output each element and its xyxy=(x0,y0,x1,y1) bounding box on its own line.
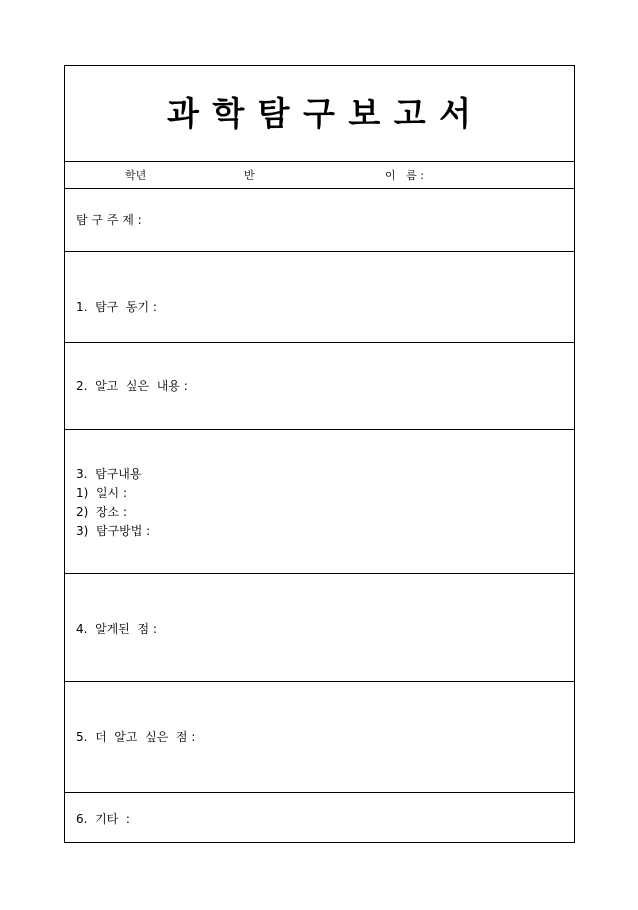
content-heading: 3. 탐구내용 xyxy=(76,467,142,481)
etc-label: 6. 기타 : xyxy=(76,812,130,826)
content-item-place: 2) 장소 : xyxy=(76,505,127,519)
class-label: 반 xyxy=(244,169,255,182)
learned-section[interactable] xyxy=(65,574,574,682)
content-item-date: 1) 일시 : xyxy=(76,486,127,500)
content-item-method: 3) 탐구방법 : xyxy=(76,524,151,538)
more-label: 5. 더 알고 싶은 점 : xyxy=(76,730,196,744)
content-lines xyxy=(76,465,150,541)
report-title: 과 학 탐 구 보 고 서 xyxy=(166,94,473,133)
name-label: 이 름 : xyxy=(385,169,424,182)
topic-label: 탐 구 주 제 : xyxy=(76,213,142,227)
learned-label: 4. 알게된 점 : xyxy=(76,622,157,636)
motive-label: 1. 탐구 동기 : xyxy=(76,300,157,314)
title-section xyxy=(65,66,574,162)
grade-label: 학년 xyxy=(125,169,147,182)
content-section[interactable] xyxy=(65,430,574,574)
wonder-label: 2. 알고 싶은 내용 : xyxy=(76,379,188,393)
report-form xyxy=(64,65,575,843)
etc-section[interactable] xyxy=(65,793,574,843)
wonder-section[interactable] xyxy=(65,343,574,430)
motive-section[interactable] xyxy=(65,252,574,343)
more-section[interactable] xyxy=(65,682,574,793)
student-info-row xyxy=(65,162,574,189)
topic-section[interactable] xyxy=(65,189,574,252)
